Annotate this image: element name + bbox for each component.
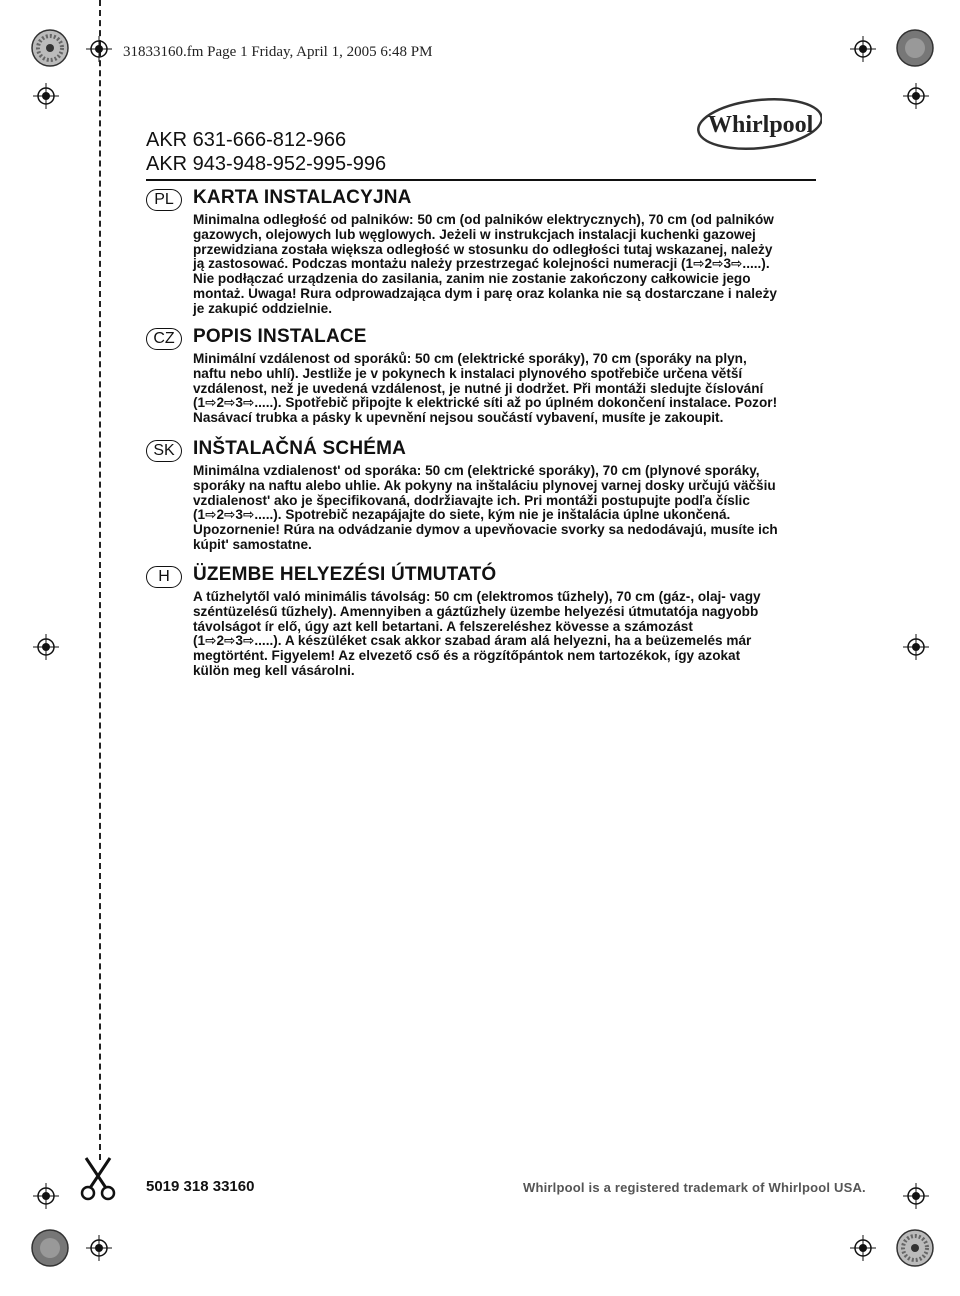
registration-mark-icon <box>33 83 59 109</box>
trademark-notice: Whirlpool is a registered trademark of Whirlpool USA. <box>523 1180 866 1195</box>
registration-mark-icon <box>86 1235 112 1261</box>
registration-mark-icon <box>33 1183 59 1209</box>
language-badge: CZ <box>146 328 182 350</box>
section-body: Minimálna vzdialenost' od sporáka: 50 cm (elektrické sporáky), 70 cm (plynové sporáky, sporáky na naftu alebo uhlie. Ak pokyny na inštaláciu plynovej varnej dosky určujú väčšiu vzdialenost' ako je špecifikovaná, dodržiavajte ich. Pri montáži postupujte podľa číslic (1⇨2⇨3⇨.....). Spotrebič nezapájajte do siete, kým nie je inštalácia úplne ukončená. Upozornenie! Rúra na odvádzanie dymov a upevňovacie svorky sa nedodávajú, musíte ich kúpit' samostatne. <box>193 463 778 552</box>
cut-line <box>99 0 101 1160</box>
registration-mark-icon <box>86 36 112 62</box>
whirlpool-logo <box>690 96 822 156</box>
printer-color-dial-icon <box>895 1228 935 1268</box>
section-title: POPIS INSTALACE <box>193 326 367 347</box>
document-code: 5019 318 33160 <box>146 1178 255 1195</box>
language-badge: SK <box>146 440 182 462</box>
language-badge: H <box>146 566 182 588</box>
model-line: AKR 943-948-952-995-996 <box>146 153 387 175</box>
registration-mark-icon <box>903 83 929 109</box>
registration-mark-icon <box>903 634 929 660</box>
section-title: INŠTALAČNÁ SCHÉMA <box>193 438 407 459</box>
logo-text: Whirlpool <box>708 112 814 138</box>
section-title: KARTA INSTALACYJNA <box>193 187 412 208</box>
registration-mark-icon <box>903 1183 929 1209</box>
section-body: A tűzhelytől való minimális távolság: 50 cm (elektromos tűzhely), 70 cm (gáz-, olaj- vagy széntüzelésű tűzhely). Amennyiben a gáztűzhely üzembe helyezési útmutatója nagyobb távolságot ír elő, úgy azt kell betartani. A felszereléshez kövesse a számozást (1⇨2⇨3⇨.....). A készüléket csak akkor szabad áram alá helyezni, ha a beüzemelés már megtörtént. Figyelem! Az elvezető cső és a rögzítőpántok nem tartozékok, így azokat külön meg kell vásárolni. <box>193 589 761 678</box>
scissors-icon <box>78 1156 118 1202</box>
print-header: 31833160.fm Page 1 Friday, April 1, 2005 6:48 PM <box>123 44 433 60</box>
printer-color-dial-icon <box>30 1228 70 1268</box>
header-rule <box>146 179 816 181</box>
registration-mark-icon <box>33 634 59 660</box>
model-numbers <box>146 128 386 176</box>
printer-color-dial-icon <box>30 28 70 68</box>
model-line: AKR 631-666-812-966 <box>146 129 347 151</box>
printer-color-dial-icon <box>895 28 935 68</box>
section-body: Minimalna odległość od palników: 50 cm (od palników elektrycznych), 70 cm (od palników gazowych, olejowych lub węglowych. Jeżeli w instrukcjach instalacji kuchenki gazowej przewidziana została większa odległość w stosunku do odległości tutaj wskazanej, należy ją zastosować. Podczas montażu należy przestrzegać kolejności numeracji (1⇨2⇨3⇨.....). Nie podłączać urządzenia do zasilania, zanim nie zostanie zakończony całkowicie jego montaż. Uwaga! Rura odprowadzająca dym i parę oraz kolanka nie są dostarczane i należy je zakupić oddzielnie. <box>193 212 777 316</box>
registration-mark-icon <box>850 36 876 62</box>
language-badge: PL <box>146 189 182 211</box>
section-title: ÜZEMBE HELYEZÉSI ÚTMUTATÓ <box>193 564 497 585</box>
section-body: Minimální vzdálenost od sporáků: 50 cm (elektrické sporáky), 70 cm (sporáky na plyn, naftu nebo uhlí). Jestliže je v pokynech k instalaci plynového spotřebiče určena větší vzdálenost, než je uvedená vzdálenost, je nutné ji dodržet. Při montáži sledujte číslování (1⇨2⇨3⇨.....). Spotřebič připojte k elektrické síti až po úplném dokončení instalace. Pozor! Nasávací trubka a pásky k upevnění nejsou součástí vybavení, musíte je zakoupit. <box>193 351 778 426</box>
registration-mark-icon <box>850 1235 876 1261</box>
